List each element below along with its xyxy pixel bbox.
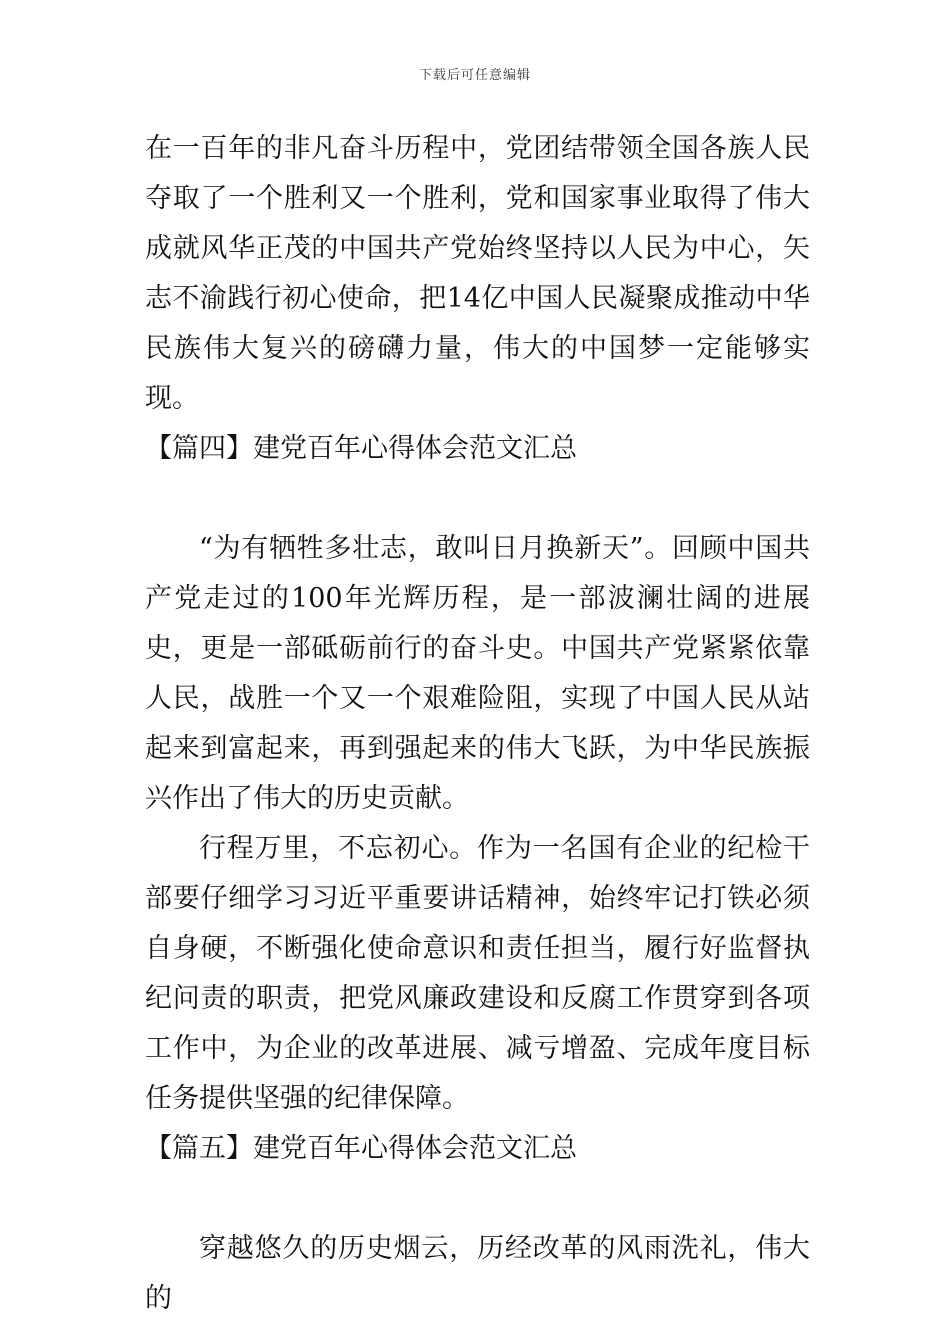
blank-line [145,1174,810,1224]
section-heading-4: 【篇四】建党百年心得体会范文汇总 [145,433,577,464]
document-body [145,124,810,1324]
section-heading-5: 【篇五】建党百年心得体会范文汇总 [145,1133,577,1164]
paragraph-4: 穿越悠久的历史烟云，历经改革的风雨洗礼，伟大的 [145,1233,810,1314]
blank-line [145,474,810,524]
paragraph-2: “为有牺牲多壮志，敢叫日月换新天”。回顾中国共产党走过的100年光辉历程，是一部波澜壮阔的进展史，更是一部砥砺前行的奋斗史。中国共产党紧紧依靠人民，战胜一个又一个艰难险阻，实现了中国人民从站起来到富起来，再到强起来的伟大飞跃，为中华民族振兴作出了伟大的历史贡献。 [145,533,810,814]
page-header: 下载后可任意编辑 [418,68,531,83]
paragraph-3: 行程万里，不忘初心。作为一名国有企业的纪检干部要仔细学习习近平重要讲话精神，始终牢记打铁必须自身硬，不断强化使命意识和责任担当，履行好监督执纪问责的职责，把党风廉政建设和反腐工作贯穿到各项工作中，为企业的改革进展、减亏增盈、完成年度目标任务提供坚强的纪律保障。 [145,833,810,1114]
paragraph-1: 在一百年的非凡奋斗历程中，党团结带领全国各族人民夺取了一个胜利又一个胜利，党和国家事业取得了伟大成就风华正茂的中国共产党始终坚持以人民为中心，矢志不渝践行初心使命，把14亿中国人民凝聚成推动中华民族伟大复兴的磅礴力量，伟大的中国梦一定能够实现。 [145,133,810,414]
